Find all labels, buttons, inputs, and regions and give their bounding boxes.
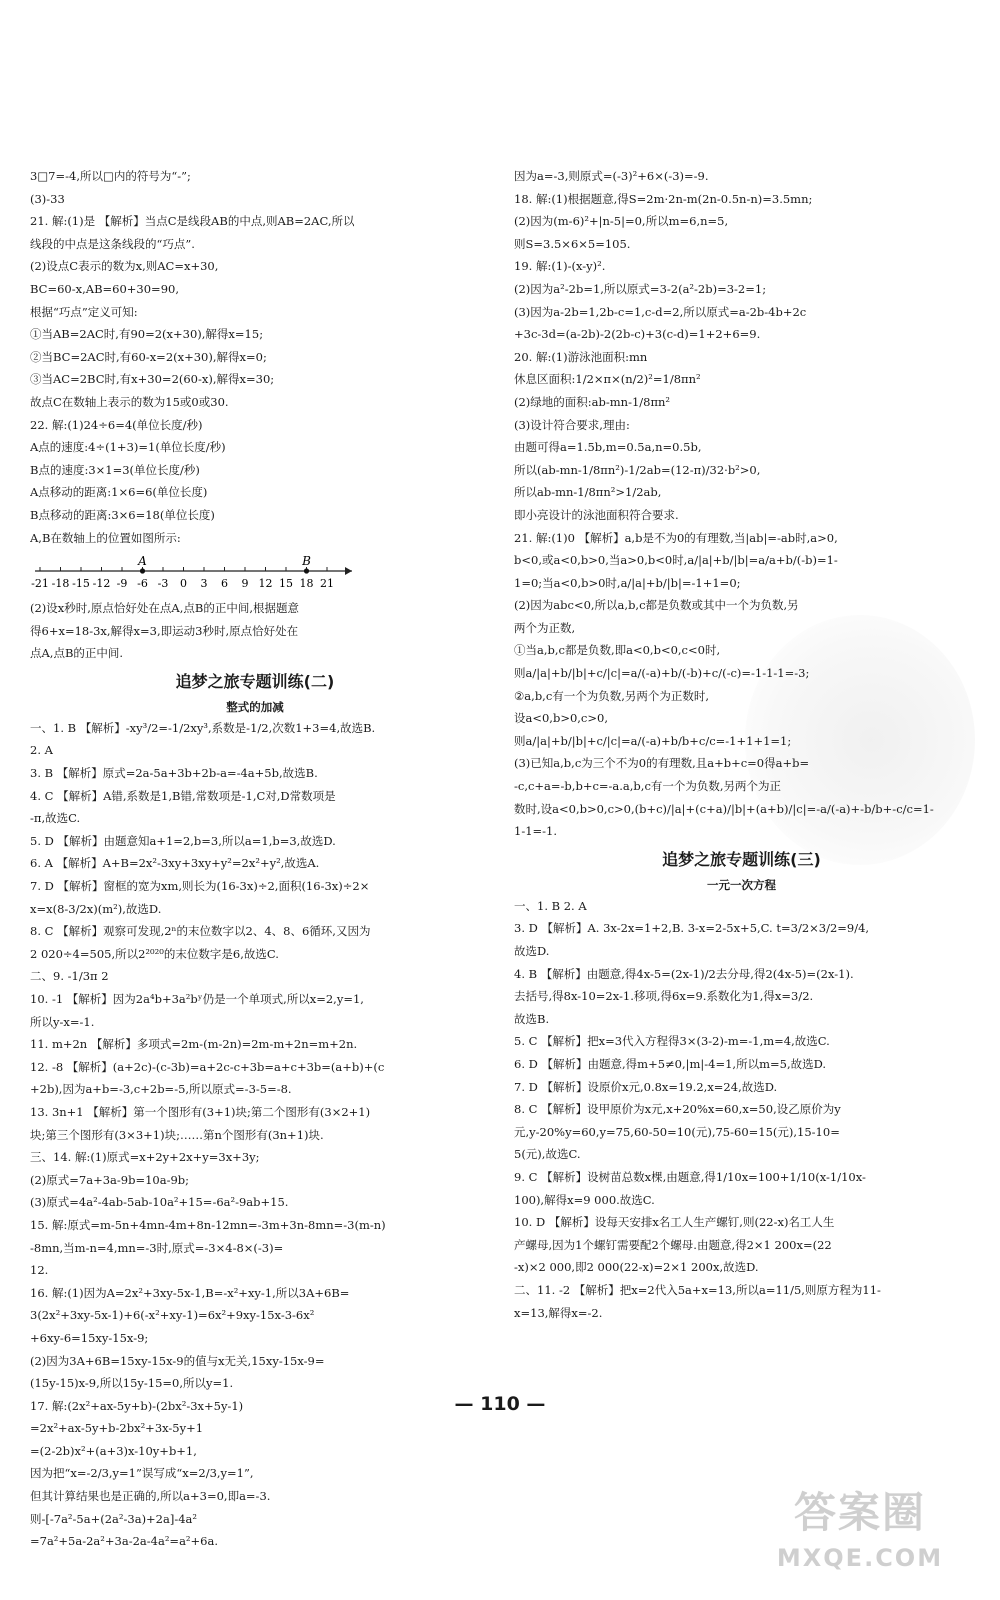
answer-line: 6. A 【解析】A+B=2x²-3xy+3xy+y²=2x²+y²,故选A. <box>30 856 320 871</box>
answer-line: 13. 3n+1 【解析】第一个图形有(3+1)块;第二个图形有(3×2+1) <box>30 1104 371 1119</box>
answer-line: ①当AB=2AC时,有90=2(x+30),解得x=15; <box>30 327 264 342</box>
answer-line: 4. C 【解析】A错,系数是1,B错,常数项是-1,C对,D常数项是 <box>30 788 336 803</box>
answer-line: ③当AC=2BC时,有x+30=2(60-x),解得x=30; <box>30 372 275 387</box>
answer-line: 所以y-x=-1. <box>30 1014 95 1029</box>
number-line-tick-label: -9 <box>116 577 128 591</box>
answer-line: 3□7=-4,所以□内的符号为“-”; <box>30 169 191 183</box>
number-line-tick-label: -18 <box>51 577 70 591</box>
answer-line: 两个为正数, <box>514 620 576 635</box>
answer-line: 故选B. <box>514 1011 550 1026</box>
answer-line: 5. C 【解析】把x=3代入方程得3×(3-2)-m=-1,m=4,故选C. <box>514 1034 830 1049</box>
answer-line: 10. D 【解析】设每天安排x名工人生产螺钉,则(22-x)名工人生 <box>514 1215 835 1230</box>
number-line-tick-label: -6 <box>137 577 148 591</box>
answer-line: 二、11. -2 【解析】把x=2代入5a+x=13,所以a=11/5,则原方程为11- <box>514 1282 881 1297</box>
answer-line: 9. C 【解析】设树苗总数x棵,由题意,得1/10x=100+1/10(x-1/10x- <box>514 1169 866 1184</box>
answer-line: (2)绿地的面积:ab-mn-1/8πn² <box>514 394 671 409</box>
answer-line: 5. D 【解析】由题意知a+1=2,b=3,所以a=1,b=3,故选D. <box>30 833 336 848</box>
answer-line: (2)因为3A+6B=15xy-15x-9的值与x无关,15xy-15x-9= <box>30 1353 325 1368</box>
answer-line: -c,c+a=-b,b+c=-a.a,b,c有一个为负数,另两个为正 <box>514 779 782 794</box>
answer-line: 21. 解:(1)是 【解析】当点C是线段AB的中点,则AB=2AC,所以 <box>30 214 355 229</box>
answer-line: 一、1. B 【解析】-xy³/2=-1/2xy³,系数是-1/2,次数1+3=4,故选B. <box>30 720 376 735</box>
answer-line: +3c-3d=(a-2b)-2(2b-c)+3(c-d)=1+2+6=9. <box>514 327 761 342</box>
answer-line: 8. C 【解析】观察可发现,2ⁿ的末位数字以2、4、8、6循环,又因为 <box>30 924 371 939</box>
answer-line: 7. D 【解析】窗框的宽为xm,则长为(16-3x)÷2,面积(16-3x)÷2× <box>30 879 370 894</box>
answer-line: 块;第三个图形有(3×3+1)块;……第n个图形有(3n+1)块. <box>30 1127 324 1142</box>
answer-line: x=13,解得x=-2. <box>514 1305 603 1320</box>
answer-line: =(2-2b)x²+(a+3)x-10y+b+1, <box>30 1443 197 1458</box>
answer-line: x=x(8-3/2x)(m²),故选D. <box>30 901 162 916</box>
answer-line: 元,y-20%y=60,y=75,60-50=10(元),75-60=15(元),15-10= <box>514 1124 840 1139</box>
answer-line: 所以(ab-mn-1/8πn²)-1/2ab=(12-π)/32·b²>0, <box>514 462 761 477</box>
answer-line: 17. 解:(2x²+ax-5y+b)-(2bx²-3x+5y-1) <box>30 1398 244 1413</box>
number-line-point <box>304 568 309 573</box>
answer-line: 产螺母,因为1个螺钉需要配2个螺母.由题意,得2×1 200x=(22 <box>514 1237 832 1252</box>
answer-line: 线段的中点是这条线段的“巧点”. <box>30 236 195 251</box>
answer-line: 但其计算结果也是正确的,所以a+3=0,即a=-3. <box>30 1489 271 1504</box>
watermark-title: 答案圈 <box>793 1488 926 1537</box>
number-line-tick-label: 21 <box>320 577 334 591</box>
answer-line: 2. A <box>30 743 53 758</box>
answer-line: 18. 解:(1)根据题意,得S=2m·2n-m(2n-0.5n-n)=3.5mn; <box>514 191 813 206</box>
answer-line: 则a/|a|+b/|b|+c/|c|=a/(-a)+b/(-b)+c/(-c)=-1-1-1=-3; <box>514 666 810 681</box>
answer-line: 7. D 【解析】设原价x元,0.8x=19.2,x=24,故选D. <box>514 1079 778 1094</box>
number-line-tick-label: -15 <box>72 577 90 591</box>
answer-line: 故选D. <box>514 944 550 958</box>
number-line <box>30 549 360 597</box>
answer-line: 二、9. -1/3π 2 <box>30 969 109 984</box>
number-line-tick-label: 0 <box>180 577 187 591</box>
answer-line: BC=60-x,AB=60+30=90, <box>30 281 179 296</box>
answer-line: 则S=3.5×6×5=105. <box>514 236 631 251</box>
answer-line: (3)已知a,b,c为三个不为0的有理数,且a+b+c=0得a+b= <box>514 756 810 771</box>
answer-line: (15y-15)x-9,所以15y-15=0,所以y=1. <box>30 1376 234 1391</box>
answer-line: 1-1=-1. <box>514 824 558 839</box>
answer-line: ①当a,b,c都是负数,即a<0,b<0,c<0时, <box>514 643 721 658</box>
answer-line: ②a,b,c有一个为负数,另两个为正数时, <box>514 688 710 703</box>
answer-line: 因为a=-3,则原式=(-3)²+6×(-3)=-9. <box>514 169 709 183</box>
answer-line: 4. B 【解析】由题意,得4x-5=(2x-1)/2去分母,得2(4x-5)=(2x-1). <box>514 966 854 981</box>
section-subtitle: 整式的加减 <box>226 699 284 714</box>
number-line-tick-label: -21 <box>31 577 49 591</box>
number-line-tick-label: 18 <box>299 577 314 591</box>
answer-line: 所以ab-mn-1/8πn²>1/2ab, <box>514 485 662 500</box>
number-line-tick-label: 15 <box>279 577 293 591</box>
answer-line: 16. 解:(1)因为A=2x²+3xy-5x-1,B=-x²+xy-1,所以3A+6B= <box>30 1285 350 1300</box>
number-line-point-label: A <box>138 554 147 569</box>
axis-arrow-icon <box>345 567 352 575</box>
answer-line: (3)设计符合要求,理由: <box>514 417 630 432</box>
answer-line: 数时,设a<0,b>0,c>0,(b+c)/|a|+(c+a)/|b|+(a+b)/|c|=-a/(-a)+-b/b+-c/c=1- <box>514 801 934 816</box>
right-column <box>514 165 969 1324</box>
answer-line: 3(2x²+3xy-5x-1)+6(-x²+xy-1)=6x²+9xy-15x-3-6x² <box>30 1308 315 1323</box>
answer-line: (3)原式=4a²-4ab-5ab-10a²+15=-6a²-9ab+15. <box>30 1195 289 1210</box>
answer-line: 12. -8 【解析】(a+2c)-(c-3b)=a+2c-c+3b=a+c+3b=(a+b)+(c <box>30 1059 385 1074</box>
answer-line: (2)因为abc<0,所以a,b,c都是负数或其中一个为负数,另 <box>514 598 799 613</box>
answer-line: 得6+x=18-3x,解得x=3,即运动3秒时,原点恰好处在 <box>30 623 299 638</box>
answer-line: 19. 解:(1)-(x-y)². <box>514 259 606 274</box>
number-line-tick-label: 9 <box>241 577 249 591</box>
number-line-point <box>140 568 145 573</box>
answer-line: -x)×2 000,即2 000(22-x)=2×1 200x,故选D. <box>514 1260 759 1275</box>
answer-line: 由题可得a=1.5b,m=0.5a,n=0.5b, <box>514 440 702 455</box>
answer-line: 即小亮设计的泳池面积符合要求. <box>514 507 679 522</box>
number-line-tick-label: -3 <box>157 577 169 591</box>
number-line-figure <box>30 549 480 597</box>
answer-line: 5(元),故选C. <box>514 1147 581 1162</box>
number-line-tick-label: 3 <box>200 577 208 591</box>
watermark-url: MXQE.COM <box>776 1544 944 1572</box>
answer-line: -8mn,当m-n=4,mn=-3时,原式=-3×4-8×(-3)= <box>30 1240 284 1255</box>
answer-line: 8. C 【解析】设甲原价为x元,x+20%x=60,x=50,设乙原价为y <box>514 1102 841 1117</box>
answer-line: 2 020÷4=505,所以2²⁰²⁰的末位数字是6,故选C. <box>30 946 279 961</box>
number-line-point-label: B <box>302 554 311 569</box>
number-line-tick-label: 6 <box>221 577 228 591</box>
number-line-tick-label: 12 <box>258 577 273 591</box>
answer-line: B点移动的距离:3×6=18(单位长度) <box>30 507 215 522</box>
section-title: 追梦之旅专题训练(三) <box>662 849 821 869</box>
answer-line: b<0,或a<0,b>0,当a>0,b<0时,a/|a|+b/|b|=a/a+b/(-b)=1- <box>514 553 838 568</box>
answer-line: 21. 解:(1)0 【解析】a,b是不为0的有理数,当|ab|=-ab时,a>0, <box>514 530 838 545</box>
answer-line: A点的速度:4÷(1+3)=1(单位长度/秒) <box>30 440 226 455</box>
answer-line: 22. 解:(1)24÷6=4(单位长度/秒) <box>30 417 203 432</box>
answer-line: 20. 解:(1)游泳池面积:mn <box>514 349 648 364</box>
answer-line: (2)设x秒时,原点恰好处在点A,点B的正中间,根据题意 <box>30 601 299 616</box>
answer-line: 100),解得x=9 000.故选C. <box>514 1192 655 1207</box>
watermark-logo <box>735 1485 985 1595</box>
page-number: — 110 — <box>454 1393 546 1415</box>
answer-line: =2x²+ax-5y+b-2bx²+3x-5y+1 <box>30 1421 204 1436</box>
answer-line: +2b),因为a+b=-3,c+2b=-5,所以原式=-3-5=-8. <box>30 1082 292 1097</box>
answer-line: 10. -1 【解析】因为2a⁴b+3a²bʸ仍是一个单项式,所以x=2,y=1, <box>30 992 364 1006</box>
answer-line: 15. 解:原式=m-5n+4mn-4m+8n-12mn=-3m+3n-8mn=-3(m-n) <box>30 1217 386 1232</box>
answer-line: (3)因为a-2b=1,2b-c=1,c-d=2,所以原式=a-2b-4b+2c <box>514 304 807 319</box>
answer-line: A,B在数轴上的位置如图所示: <box>30 530 181 545</box>
answer-line: 设a<0,b>0,c>0, <box>514 711 608 726</box>
section-title: 追梦之旅专题训练(二) <box>175 671 335 691</box>
answer-line: (3)-33 <box>30 191 65 206</box>
answer-line: 则a/|a|+b/|b|+c/|c|=a/(-a)+b/b+c/c=-1+1+1=1; <box>514 733 792 748</box>
number-line-tick-label: -12 <box>92 577 111 591</box>
answer-line: (2)设点C表示的数为x,则AC=x+30, <box>30 259 219 274</box>
answer-line: 3. D 【解析】A. 3x-2x=1+2,B. 3-x=2-5x+5,C. t=3/2×3/2=9/4, <box>514 921 870 936</box>
answer-line: -π,故选C. <box>30 811 81 826</box>
answer-line: (2)原式=7a+3a-9b=10a-9b; <box>30 1172 190 1187</box>
answer-line: 12. <box>30 1263 49 1278</box>
answer-line: 1=0;当a<0,b>0时,a/|a|+b/|b|=-1+1=0; <box>514 575 741 590</box>
left-column <box>30 165 480 1553</box>
answer-line: 点A,点B的正中间. <box>30 646 124 661</box>
answer-line: 三、14. 解:(1)原式=x+2y+2x+y=3x+3y; <box>30 1150 260 1165</box>
answer-line: +6xy-6=15xy-15x-9; <box>30 1330 149 1345</box>
answer-line: B点的速度:3×1=3(单位长度/秒) <box>30 462 200 477</box>
answer-line: 去括号,得8x-10=2x-1.移项,得6x=9.系数化为1,得x=3/2. <box>514 989 814 1004</box>
answer-line: (2)因为a²-2b=1,所以原式=3-2(a²-2b)=3-2=1; <box>514 281 767 296</box>
answer-line: (2)因为(m-6)²+|n-5|=0,所以m=6,n=5, <box>514 214 729 229</box>
answer-line: A点移动的距离:1×6=6(单位长度) <box>30 485 208 500</box>
answer-line: =7a²+5a-2a²+3a-2a-4a²=a²+6a. <box>30 1534 218 1549</box>
answer-line: 则-[-7a²-5a+(2a²-3a)+2a]-4a² <box>30 1511 198 1526</box>
answer-line: ②当BC=2AC时,有60-x=2(x+30),解得x=0; <box>30 349 267 364</box>
answer-line: 11. m+2n 【解析】多项式=2m-(m-2n)=2m-m+2n=m+2n. <box>30 1037 358 1052</box>
answer-line: 故点C在数轴上表示的数为15或0或30. <box>30 394 229 409</box>
section-subtitle: 一元一次方程 <box>707 877 776 892</box>
answer-line: 6. D 【解析】由题意,得m+5≠0,|m|-4=1,所以m=5,故选D. <box>514 1056 827 1071</box>
answer-line: 3. B 【解析】原式=2a-5a+3b+2b-a=-4a+5b,故选B. <box>30 766 318 781</box>
answer-line: 因为把“x=-2/3,y=1”误写成“x=2/3,y=1”, <box>30 1466 254 1481</box>
answer-line: 根据“巧点”定义可知: <box>30 304 138 319</box>
answer-line: 一、1. B 2. A <box>514 898 587 913</box>
answer-line: 休息区面积:1/2×π×(n/2)²=1/8πn² <box>514 372 701 387</box>
